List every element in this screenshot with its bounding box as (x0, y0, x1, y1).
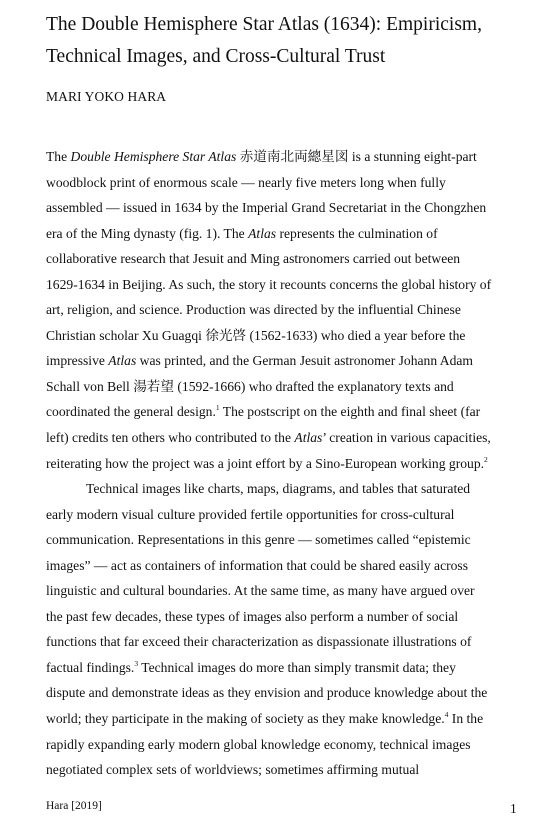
paragraph-2 (46, 480, 526, 787)
footnote-ref[interactable]: 3 (134, 658, 139, 668)
text-run: was printed, and the German Jesuit astronomer Johann Adam (136, 353, 473, 369)
text-line: the past few decades, these types of images also perform a number of social (46, 608, 459, 624)
text-line: images” — act as containers of information that could be shared easily across (46, 557, 469, 573)
footnote-ref[interactable]: 4 (444, 710, 449, 720)
text-run: ’ creation in various capacities, (322, 430, 491, 446)
text-line: Technical images like charts, maps, diagrams, and tables that saturated (86, 481, 471, 497)
author-name: MARI YOKO HARA (46, 89, 167, 104)
text-run: Technical images do more than simply transmit data; they (138, 659, 456, 675)
footnote-ref[interactable]: 1 (215, 403, 220, 413)
italic-title: Atlas (294, 430, 323, 446)
text-line: 1629-1634 in Beijing. As such, the story it recounts concerns the global history of (46, 276, 492, 292)
text-run: reiterating how the project was a joint effort by a Sino-European working group. (46, 455, 485, 471)
text-line: collaborative research that Jesuit and Ming astronomers carried out between (46, 251, 461, 267)
text-run: coordinated the general design. (46, 404, 216, 420)
text-run: era of the Ming dynasty (fig. 1). The (46, 225, 249, 241)
article-body (46, 148, 526, 787)
text-line: dispute and demonstrate ideas as they envision and produce knowledge about the (46, 685, 488, 701)
paragraph-1 (46, 148, 526, 480)
text-run: The (46, 149, 71, 164)
text-run: world; they participate in the making of society as they make knowledge. (46, 711, 445, 727)
italic-title: Double Hemisphere Star Atlas (70, 149, 237, 164)
text-run: impressive (46, 353, 109, 369)
text-line: Schall von Bell 湯若望 (1592-1666) who drafted the explanatory texts and (46, 378, 454, 394)
text-line (46, 148, 526, 174)
text-line: linguistic and cultural boundaries. At the same time, as many have argued over (46, 583, 475, 599)
text-line: functions that far exceed their characterization as dispassionate illustrations of (46, 634, 472, 650)
text-line (46, 429, 526, 455)
italic-title: Atlas (108, 353, 137, 369)
text-line: art, religion, and science. Production was directed by the influential Chinese (46, 302, 461, 318)
text-run: In the (448, 711, 484, 727)
text-run: 赤道南北両總星図 is a stunning eight-part (236, 149, 477, 164)
title-line-2: Technical Images, and Cross-Cultural Trust (46, 46, 386, 67)
italic-title: Atlas (248, 225, 277, 241)
article-title (46, 9, 526, 73)
text-run: The postscript on the eighth and final sheet (far (219, 404, 481, 420)
text-line (46, 403, 526, 429)
text-line: Christian scholar Xu Guagqi 徐光啓 (1562-1633) who died a year before the (46, 327, 466, 343)
text-line: assembled — issued in 1634 by the Imperial Grand Secretariat in the Chongzhen (46, 200, 487, 216)
text-line (46, 710, 526, 736)
title-line-1: The Double Hemisphere Star Atlas (1634): Empiricism, (46, 14, 482, 35)
text-run: left) credits ten others who contributed to the (46, 430, 295, 446)
text-line: negotiated complex sets of worldviews; sometimes affirming mutual (46, 762, 420, 778)
text-line: communication. Representations in this genre — sometimes called “epistemic (46, 532, 471, 548)
text-run: represents the culmination of (276, 225, 438, 241)
text-line (46, 659, 526, 685)
text-line (46, 225, 526, 251)
text-line (46, 455, 526, 481)
page-number: 1 (510, 801, 517, 816)
text-line: woodblock print of enormous scale — nearly five meters long when fully (46, 174, 446, 190)
text-line (46, 352, 526, 378)
text-run: factual findings. (46, 659, 135, 675)
text-line: early modern visual culture provided fertile opportunities for cross-cultural (46, 506, 455, 522)
running-footer: Hara [2019] (46, 800, 102, 812)
text-line: rapidly expanding early modern global knowledge economy, technical images (46, 736, 471, 752)
footnote-ref[interactable]: 2 (484, 454, 488, 464)
